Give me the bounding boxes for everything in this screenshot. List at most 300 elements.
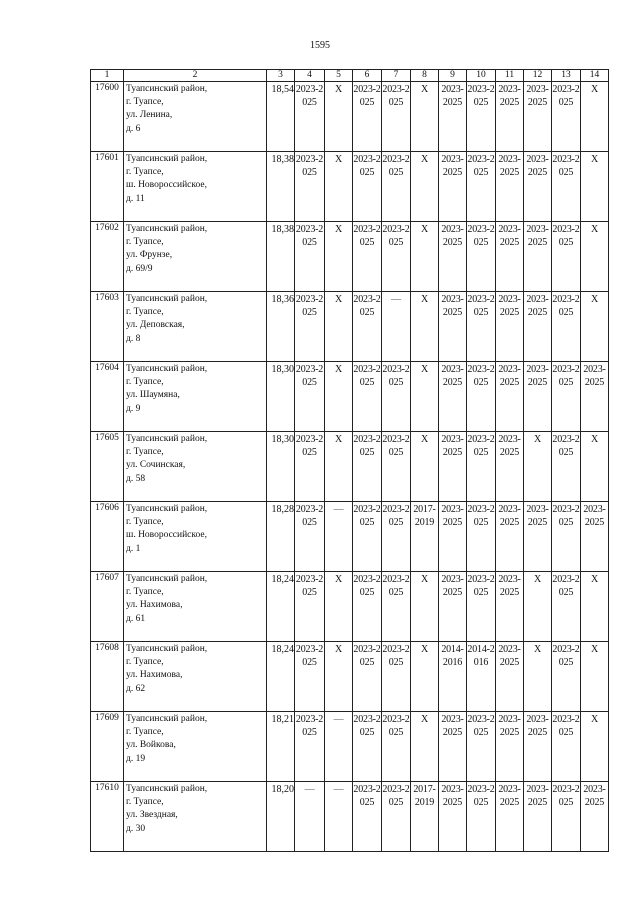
period-cell [552,362,581,432]
period-value: X [334,574,343,585]
period-cell [353,712,382,782]
period-cell [496,782,524,852]
table-row [91,572,609,642]
period-cell [295,292,325,362]
period-cell [382,222,411,292]
record-number: 17601 [91,152,124,222]
period-cell [411,152,439,222]
period-cell [581,82,609,152]
address-line: Туапсинский район, [126,504,208,514]
period-cell [382,712,411,782]
period-cell [353,362,382,432]
column-number-header: 6 [353,70,382,82]
period-value: X [420,644,429,655]
area-value: 18,30 [267,362,295,432]
period-value: 2023-2025 [353,644,381,668]
table-row [91,222,609,292]
period-cell [325,642,353,712]
record-number: 17608 [91,642,124,712]
period-value: 2023-2025 [583,504,606,528]
column-number-header: 1 [91,70,124,82]
period-cell [295,712,325,782]
period-cell [353,572,382,642]
table-row [91,82,609,152]
address-line: Туапсинский район, [126,84,208,94]
area-value: 18,38 [267,222,295,292]
address-line: ул. Звездная, [126,810,178,821]
period-cell [295,432,325,502]
period-cell [411,362,439,432]
period-value: 2023-2025 [498,714,521,738]
period-value: 2023-2025 [382,644,410,668]
address-cell [124,502,267,572]
period-value: 2023-2025 [353,434,381,458]
address-line: г. Туапсе, [126,657,164,668]
period-value: X [334,644,343,655]
period-cell [552,222,581,292]
period-value: 2023-2025 [498,784,521,808]
period-value: 2023-2025 [498,644,521,668]
address-line: ш. Новороссийское, [126,530,207,541]
period-cell [353,502,382,572]
period-cell [325,292,353,362]
period-value: 2023-2025 [552,434,580,458]
address-line: ул. Ленина, [126,110,173,121]
address-line: Туапсинский район, [126,784,208,794]
period-cell [552,572,581,642]
period-value: 2023-2025 [353,784,381,808]
period-cell [411,782,439,852]
table-row [91,502,609,572]
period-value: X [590,574,599,585]
period-cell [524,712,552,782]
period-cell [295,782,325,852]
period-value: 2023-2025 [295,574,324,598]
period-value: 2023-2025 [382,154,410,178]
period-cell [439,712,467,782]
period-cell [325,712,353,782]
period-value: 2023-2025 [467,294,495,318]
period-value: — [391,294,401,305]
column-number-header: 2 [124,70,267,82]
period-value: X [420,574,429,585]
area-value: 18,28 [267,502,295,572]
period-value: 2023-2025 [441,84,464,108]
period-value: 2023-2025 [498,84,521,108]
column-number-header: 11 [496,70,524,82]
period-value: 2023-2025 [526,224,549,248]
address-line: г. Туапсе, [126,237,164,248]
period-cell [353,642,382,712]
address-line: д. 61 [126,613,146,624]
table-row [91,782,609,852]
period-value: 2023-2025 [295,504,324,528]
period-value: 2023-2025 [441,714,464,738]
table-row [91,642,609,712]
address-line: г. Туапсе, [126,377,164,388]
period-value: 2023-2025 [467,504,495,528]
period-value: X [590,154,599,165]
period-value: 2023-2025 [498,224,521,248]
period-value: 2023-2025 [441,434,464,458]
registry-table [90,69,609,852]
period-cell [496,572,524,642]
address-cell [124,82,267,152]
period-cell [467,222,496,292]
address-line: ул. Нахимова, [126,670,183,681]
period-cell [382,572,411,642]
address-cell [124,782,267,852]
period-cell [439,292,467,362]
address-line: д. 19 [126,753,146,764]
area-value: 18,21 [267,712,295,782]
address-line: Туапсинский район, [126,714,208,724]
address-line: Туапсинский район, [126,364,208,374]
period-cell [295,572,325,642]
period-cell [552,152,581,222]
period-cell [467,712,496,782]
record-number: 17605 [91,432,124,502]
column-number-header: 12 [524,70,552,82]
address-line: ул. Сочинская, [126,460,186,471]
period-value: 2023-2025 [526,294,549,318]
table-row [91,362,609,432]
period-cell [524,432,552,502]
period-cell [353,82,382,152]
period-value: X [334,364,343,375]
period-value: 2023-2025 [382,714,410,738]
period-value: 2023-2025 [295,364,324,388]
period-cell [581,222,609,292]
column-number-header: 9 [439,70,467,82]
period-value: — [304,784,315,795]
period-value: X [533,574,542,585]
period-cell [552,432,581,502]
period-cell [411,572,439,642]
period-cell [325,782,353,852]
record-number: 17610 [91,782,124,852]
address-line: г. Туапсе, [126,167,164,178]
period-cell [325,222,353,292]
record-number: 17606 [91,502,124,572]
period-value: 2023-2025 [353,224,381,248]
period-value: 2023-2025 [353,364,381,388]
address-line: ул. Шаумяна, [126,390,180,401]
address-cell [124,432,267,502]
period-cell [382,152,411,222]
record-number: 17602 [91,222,124,292]
area-value: 18,36 [267,292,295,362]
period-cell [467,432,496,502]
period-value: 2023-2025 [382,434,410,458]
period-cell [496,362,524,432]
area-value: 18,30 [267,432,295,502]
period-cell [467,502,496,572]
period-cell [581,572,609,642]
period-cell [295,222,325,292]
address-line: Туапсинский район, [126,574,208,584]
address-line: д. 6 [126,123,141,134]
period-value: 2023-2025 [295,434,324,458]
period-cell [581,152,609,222]
period-value: 2023-2025 [467,434,495,458]
period-value: 2023-2025 [441,574,464,598]
period-cell [325,432,353,502]
period-cell [496,712,524,782]
address-cell [124,572,267,642]
period-cell [467,572,496,642]
period-value: 2023-2025 [295,294,324,318]
area-value: 18,24 [267,642,295,712]
period-value: 2023-2025 [467,784,495,808]
address-line: д. 30 [126,823,146,834]
period-value: X [533,644,542,655]
period-cell [439,572,467,642]
period-cell [467,782,496,852]
period-cell [295,642,325,712]
address-line: д. 62 [126,683,146,694]
period-value: 2023-2025 [552,714,580,738]
period-cell [353,782,382,852]
record-number: 17604 [91,362,124,432]
period-cell [496,222,524,292]
period-value: X [590,714,599,725]
period-value: 2023-2025 [552,364,580,388]
address-line: ул. Войкова, [126,740,176,751]
period-value: 2023-2025 [382,784,410,808]
address-line: Туапсинский район, [126,434,208,444]
period-value: X [590,84,599,95]
period-value: X [533,434,542,445]
period-value: 2023-2025 [295,714,324,738]
period-cell [467,152,496,222]
area-value: 18,38 [267,152,295,222]
period-value: 2023-2025 [498,154,521,178]
address-cell [124,712,267,782]
period-cell [439,152,467,222]
period-value: 2023-2025 [467,714,495,738]
column-number-header: 10 [467,70,496,82]
period-value: 2023-2025 [441,224,464,248]
period-value: 2023-2025 [467,574,495,598]
period-value: 2017-2019 [413,784,436,808]
period-value: X [420,434,429,445]
period-value: 2023-2025 [295,224,324,248]
address-line: г. Туапсе, [126,727,164,738]
period-value: 2023-2025 [441,504,464,528]
table-row [91,712,609,782]
period-value: 2023-2025 [498,504,521,528]
period-value: X [420,224,429,235]
period-cell [325,572,353,642]
period-cell [552,502,581,572]
period-cell [581,502,609,572]
address-cell [124,152,267,222]
address-line: г. Туапсе, [126,517,164,528]
period-value: X [334,224,343,235]
period-cell [467,642,496,712]
period-value: X [590,224,599,235]
period-cell [496,642,524,712]
column-number-header: 13 [552,70,581,82]
address-cell [124,642,267,712]
period-value: 2023-2025 [526,154,549,178]
period-cell [411,82,439,152]
period-value: 2023-2025 [583,364,606,388]
address-line: ул. Деповская, [126,320,185,331]
period-cell [411,432,439,502]
period-value: 2023-2025 [295,154,324,178]
column-number-row [91,70,609,82]
period-value: 2014-2016 [441,644,464,668]
period-value: 2023-2025 [526,84,549,108]
address-line: д. 9 [126,403,141,414]
period-value: 2017-2019 [413,504,436,528]
period-cell [439,432,467,502]
period-cell [552,642,581,712]
period-value: 2023-2025 [467,364,495,388]
address-line: ул. Нахимова, [126,600,183,611]
period-cell [552,782,581,852]
period-value: 2023-2025 [583,784,606,808]
address-cell [124,292,267,362]
column-number-header: 3 [267,70,295,82]
period-value: 2023-2025 [467,224,495,248]
period-cell [581,432,609,502]
period-cell [496,82,524,152]
period-value: — [333,784,344,795]
period-cell [467,82,496,152]
period-cell [439,782,467,852]
period-value: 2023-2025 [353,574,381,598]
period-value: 2023-2025 [353,154,381,178]
period-value: 2023-2025 [498,574,521,598]
period-cell [524,82,552,152]
period-cell [295,362,325,432]
address-line: д. 58 [126,473,146,484]
period-cell [439,82,467,152]
period-value: 2023-2025 [498,364,521,388]
period-cell [524,152,552,222]
period-cell [325,362,353,432]
period-value: X [590,434,599,445]
address-line: Туапсинский район, [126,224,208,234]
area-value: 18,20 [267,782,295,852]
period-value: 2023-2025 [526,504,549,528]
period-cell [353,432,382,502]
period-value: 2023-2025 [382,364,410,388]
period-value: 2014-2016 [467,644,495,668]
period-cell [382,82,411,152]
period-value: X [420,364,429,375]
period-value: 2023-2025 [552,224,580,248]
period-value: 2023-2025 [441,364,464,388]
address-line: г. Туапсе, [126,97,164,108]
column-number-header: 7 [382,70,411,82]
period-value: X [420,84,429,95]
address-line: г. Туапсе, [126,797,164,808]
record-number: 17607 [91,572,124,642]
period-cell [524,572,552,642]
period-cell [552,292,581,362]
period-cell [382,292,411,362]
period-cell [467,292,496,362]
period-value: 2023-2025 [552,504,580,528]
period-value: 2023-2025 [382,224,410,248]
period-value: X [334,154,343,165]
period-cell [581,782,609,852]
period-cell [353,292,382,362]
period-cell [496,292,524,362]
period-cell [524,362,552,432]
period-value: X [590,644,599,655]
period-value: 2023-2025 [441,784,464,808]
period-cell [411,642,439,712]
period-value: 2023-2025 [526,714,549,738]
column-number-header: 4 [295,70,325,82]
period-cell [524,782,552,852]
address-line: г. Туапсе, [126,307,164,318]
period-value: 2023-2025 [295,84,324,108]
period-value: 2023-2025 [353,84,381,108]
period-value: 2023-2025 [498,434,521,458]
period-value: 2023-2025 [295,644,324,668]
period-cell [467,362,496,432]
address-line: д. 8 [126,333,141,344]
period-value: — [333,714,344,725]
period-cell [382,362,411,432]
page-number: 1595 [310,40,330,51]
column-number-header: 14 [581,70,609,82]
area-value: 18,24 [267,572,295,642]
period-value: 2023-2025 [467,84,495,108]
registry-table-body [91,70,609,852]
period-value: 2023-2025 [467,154,495,178]
period-cell [411,712,439,782]
period-value: 2023-2025 [552,644,580,668]
period-value: 2023-2025 [552,574,580,598]
period-value: — [333,504,344,515]
column-number-header: 5 [325,70,353,82]
address-cell [124,362,267,432]
period-cell [325,502,353,572]
period-value: 2023-2025 [382,504,410,528]
address-line: д. 1 [126,543,141,554]
period-cell [439,642,467,712]
period-cell [353,222,382,292]
record-number: 17609 [91,712,124,782]
period-cell [295,152,325,222]
period-cell [496,152,524,222]
period-cell [439,222,467,292]
period-value: X [590,294,599,305]
period-cell [581,642,609,712]
period-cell [411,222,439,292]
period-value: 2023-2025 [526,784,549,808]
period-value: 2023-2025 [552,294,580,318]
period-cell [382,432,411,502]
period-value: X [420,294,429,305]
period-value: 2023-2025 [353,504,381,528]
period-value: 2023-2025 [382,574,410,598]
record-number: 17603 [91,292,124,362]
period-cell [524,502,552,572]
period-value: 2023-2025 [353,294,381,318]
period-cell [411,292,439,362]
period-cell [439,362,467,432]
address-line: Туапсинский район, [126,294,208,304]
period-value: 2023-2025 [353,714,381,738]
